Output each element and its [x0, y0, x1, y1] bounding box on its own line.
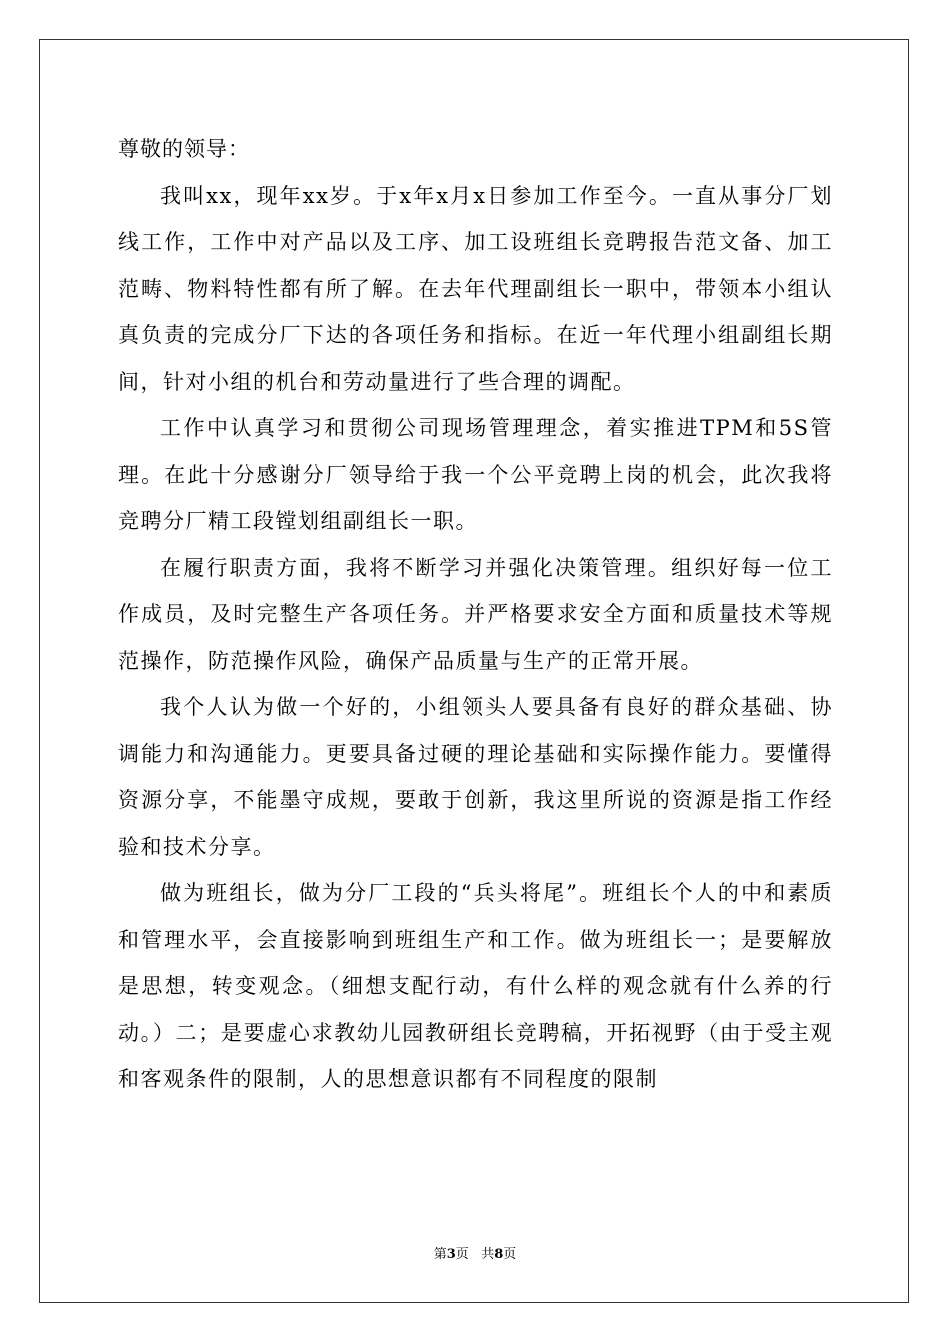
page-suffix: 页 [455, 1247, 469, 1262]
paragraph-3: 在履行职责方面，我将不断学习并强化决策管理。组织好每一位工作成员，及时完整生产各项任务。并严格要求安全方面和质量技术等规范操作，防范操作风险，确保产品质量与生产的正常开展。 [118, 555, 833, 673]
paragraph-1: 我叫xx，现年xx岁。于x年x月x日参加工作至今。一直从事分厂划线工作，工作中对产品以及工序、加工设班组长竞聘报告范文备、加工范畴、物料特性都有所了解。在去年代理副组长一职中，带领本小组认真负责的完成分厂下达的各项任务和指标。在近一年代理小组副组长期间，针对小组的机台和劳动量进行了些合理的调配。 [118, 183, 833, 394]
paragraph-5: 做为班组长，做为分厂工段的“兵头将尾”。班组长个人的中和素质和管理水平，会直接影响到班组生产和工作。做为班组长一；是要解放是思想，转变观念。（细想支配行动，有什么样的观念就有什么养的行动。）二；是要虚心求教幼儿园教研组长竞聘稿，开拓视野（由于受主观和客观条件的限制，人的思想意识都有不同程度的限制 [118, 881, 833, 1091]
total-pages-number: 8 [494, 1247, 504, 1262]
document-body [118, 126, 833, 1103]
total-suffix: 页 [503, 1247, 517, 1262]
total-prefix: 共 [481, 1247, 495, 1262]
paragraph-4: 我个人认为做一个好的，小组领头人要具备有良好的群众基础、协调能力和沟通能力。更要具备过硬的理论基础和实际操作能力。要懂得资源分享，不能墨守成规，要敢于创新，我这里所说的资源是指工作经验和技术分享。 [118, 695, 833, 859]
page-footer [0, 1247, 950, 1263]
greeting-line: 尊敬的领导： [118, 137, 250, 161]
page-prefix: 第 [433, 1247, 447, 1262]
paragraph-2: 工作中认真学习和贯彻公司现场管理理念，着实推进TPM和5S管理。在此十分感谢分厂领导给于我一个公平竞聘上岗的机会，此次我将竞聘分厂精工段镗划组副组长一职。 [118, 416, 833, 533]
current-page-number: 3 [446, 1247, 456, 1262]
